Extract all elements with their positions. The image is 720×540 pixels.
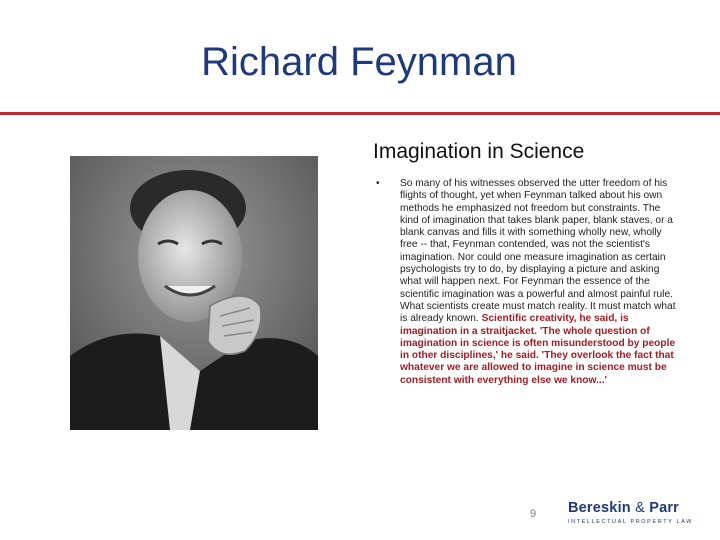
body-text-emphasis: Scientific creativity, he said, is imagination in a straitjacket. 'The whole question of imagination in science is often misunderstood by people in other disciplines,' he said. 'They overlook the fact that whatever we are allowed to imagine in science must be consistent with everything else we know...' — [400, 313, 676, 386]
body-text — [400, 178, 678, 387]
logo-tagline: INTELLECTUAL PROPERTY LAW — [568, 519, 693, 525]
bullet-marker: • — [376, 178, 380, 189]
slide-subtitle: Imagination in Science — [373, 140, 585, 163]
slide-title: Richard Feynman — [201, 40, 517, 84]
logo-name: Bereskin & Parr — [568, 500, 680, 516]
body-text-plain: So many of his witnesses observed the utter freedom of his flights of thought, yet when Feynman talked about his own methods he emphasized not freedom but constraints. The kind of imagination that takes blank paper, blank staves, or a blank canvas and fills it with something wholly new, wholly free -- that, Feynman contended, was not the scientist's imagination. Nor could one measure imagination as certain psychologists try to do, by displaying a picture and asking what will happen next. For Feynman the essence of the scientific imagination was a powerful and almost painful rule. What scientists create must match reality. It must match what is already known. — [400, 178, 676, 325]
title-divider — [0, 112, 720, 115]
firm-logo — [568, 500, 693, 525]
portrait-photo — [70, 156, 318, 430]
page-number: 9 — [530, 508, 537, 520]
